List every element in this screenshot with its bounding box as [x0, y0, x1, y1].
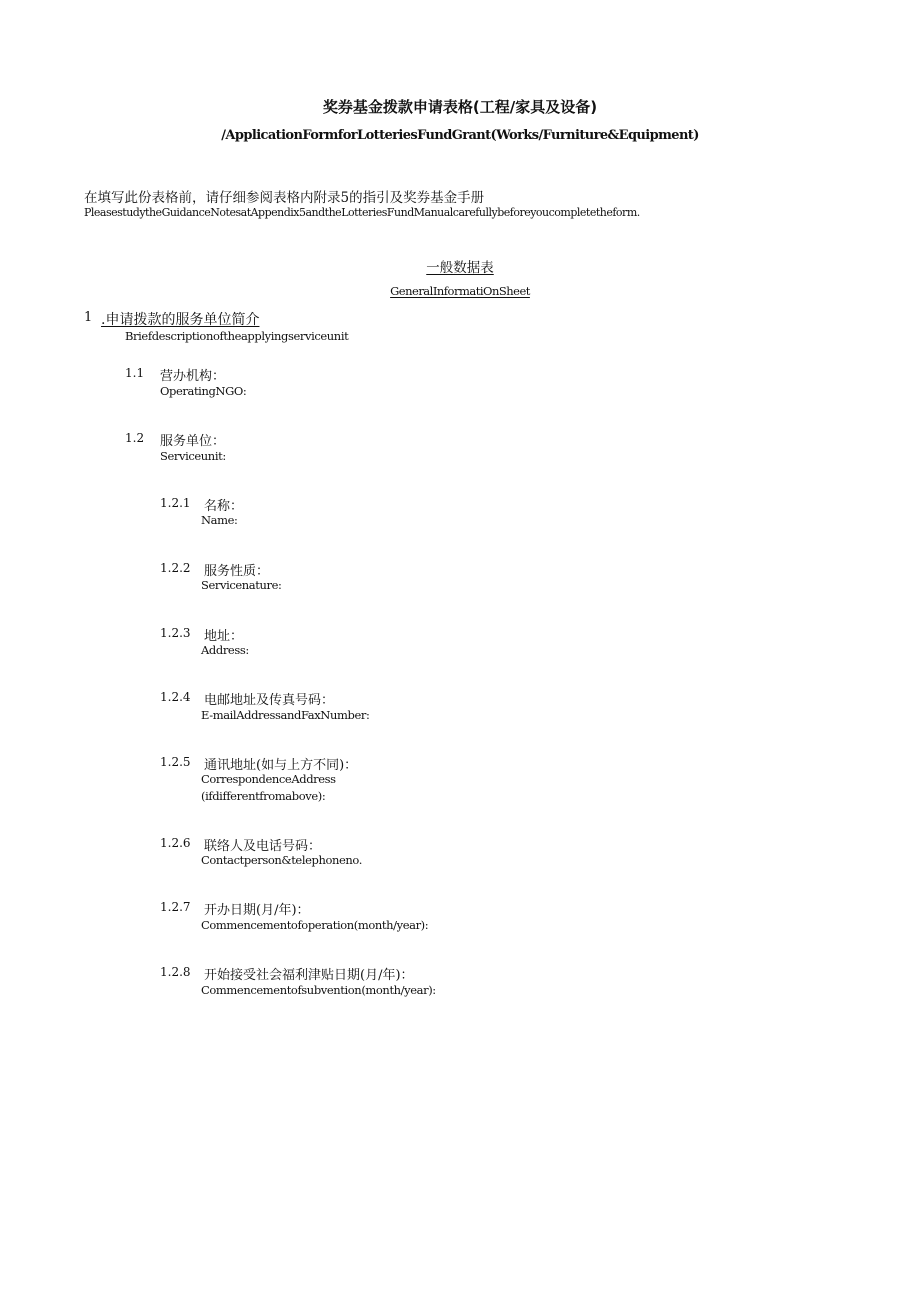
item-label-english: Address: — [201, 643, 249, 657]
instructions-english: PleasestudytheGuidanceNotesatAppendix5andtheLotteriesFundManualcarefullybeforeyoucompletetheform. — [84, 206, 640, 219]
item-number: 1.2.7 — [160, 900, 191, 914]
item-number: 1.2.8 — [160, 965, 191, 979]
item-number: 1.2.2 — [160, 561, 191, 575]
item-label-english: Name: — [201, 513, 238, 527]
sheet-title-english — [0, 284, 920, 298]
item-label-english: Commencementofoperation(month/year): — [201, 918, 429, 932]
item-number: 1.2.6 — [160, 836, 191, 850]
item-label-english: Commencementofsubvention(month/year): — [201, 983, 436, 997]
item-number: 1.2.5 — [160, 755, 191, 769]
item-label-chinese: 开始接受社会福利津贴日期(月/年)： — [204, 968, 414, 983]
item-label-chinese: 电邮地址及传真号码： — [204, 693, 335, 708]
item-label-chinese: 名称： — [204, 499, 244, 514]
item-label-english: E-mailAddressandFaxNumber: — [201, 708, 370, 722]
section-title-english: Briefdescriptionoftheapplyingserviceunit — [125, 329, 349, 343]
form-title-chinese: 奖券基金拨款申请表格(工程/家具及设备) — [322, 98, 598, 116]
item-label-english: Servicenature: — [201, 578, 282, 592]
item-number: 1.2 — [125, 431, 145, 445]
item-label-english-continued: (ifdifferentfromabove): — [201, 789, 326, 803]
instructions-chinese: 在填写此份表格前，请仔细参阅表格内附录5的指引及奖券基金手册 — [84, 190, 485, 206]
item-label-chinese: 联络人及电话号码： — [204, 839, 322, 854]
item-label-chinese: 服务性质： — [204, 564, 270, 579]
sheet-title-english-text: GeneralInformatiOnSheet — [390, 284, 530, 298]
item-label-chinese: 通讯地址(如与上方不同)： — [204, 758, 358, 773]
item-label-english: Contactperson&telephoneno. — [201, 853, 362, 867]
section-title-chinese-text: .申请拨款的服务单位简介 — [101, 312, 260, 328]
section-title-chinese — [101, 309, 259, 329]
item-label-chinese: 服务单位： — [160, 434, 226, 449]
item-label-english: OperatingNGO: — [160, 384, 247, 398]
item-number: 1.2.4 — [160, 690, 191, 704]
item-number: 1.2.1 — [160, 496, 191, 510]
section-number: 1 — [84, 310, 93, 325]
form-title-english: /ApplicationFormforLotteriesFundGrant(Works/Furniture&Equipment) — [221, 128, 699, 143]
item-label-chinese: 营办机构： — [160, 369, 226, 384]
sheet-title-chinese — [0, 256, 920, 276]
item-label-chinese: 地址： — [204, 629, 244, 644]
item-number: 1.2.3 — [160, 626, 191, 640]
item-number: 1.1 — [125, 366, 145, 380]
item-label-chinese: 开办日期(月/年)： — [204, 903, 310, 918]
item-label-english: Serviceunit: — [160, 449, 226, 463]
sheet-title-chinese-text: 一般数据表 — [426, 260, 494, 276]
item-label-english: CorrespondenceAddress — [201, 772, 336, 786]
